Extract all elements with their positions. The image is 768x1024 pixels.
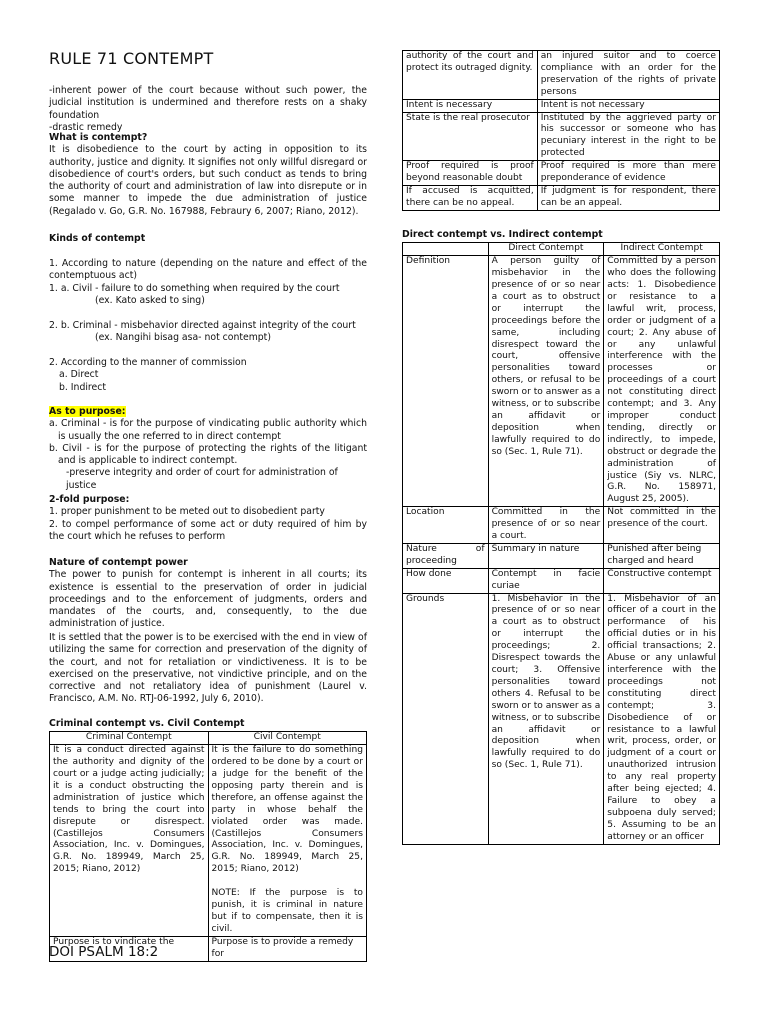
table-cell: Intent is necessary bbox=[403, 99, 538, 112]
list-item: 2. to compel performance of some act or duty required of him by the court which he refuses to perform bbox=[49, 518, 367, 542]
table-row bbox=[50, 745, 367, 937]
table-cell: Contempt in facie curiae bbox=[488, 568, 604, 593]
list-item: 2. b. Criminal - misbehavior directed against integrity of the court bbox=[49, 320, 356, 331]
nature-power-para2 bbox=[49, 632, 367, 706]
table-cell: authority of the court and protect its outraged dignity. bbox=[403, 51, 538, 100]
list-item-example: (ex. Nangihi bisag asa- not contempt) bbox=[95, 332, 271, 344]
table-row bbox=[403, 185, 720, 210]
section-heading: Nature of contempt power bbox=[49, 557, 188, 568]
table-row bbox=[403, 543, 720, 568]
table-row bbox=[403, 507, 720, 544]
table-title: Criminal contempt vs. Civil Contempt bbox=[49, 718, 245, 729]
table-cell: Proof required is more than mere preponderance of evidence bbox=[537, 161, 719, 186]
table-cell: Proof required is proof beyond reasonable doubt bbox=[403, 161, 538, 186]
table-cell: Punished after being charged and heard bbox=[604, 543, 720, 568]
list-item: 1. a. Civil - failure to do something when required by the court bbox=[49, 282, 340, 294]
table-header: Criminal Contempt bbox=[50, 732, 209, 745]
table-row bbox=[403, 51, 720, 100]
table-cell: If judgment is for respondent, there can be an appeal. bbox=[537, 185, 719, 210]
page-title: RULE 71 CONTEMPT bbox=[49, 49, 214, 68]
table-header: Direct Contempt bbox=[488, 243, 604, 256]
what-is-contempt-section bbox=[49, 132, 367, 218]
twofold-section bbox=[49, 494, 367, 543]
row-label: Definition bbox=[403, 256, 489, 507]
list-item: a. Criminal - is for the purpose of vindicating public authority which is usually the one referred to in direct contempt bbox=[49, 418, 367, 442]
cell-note: NOTE: If the purpose is to punish, it is criminal in nature but if to compensate, then it is civil. bbox=[211, 888, 363, 934]
table-row bbox=[403, 256, 720, 507]
purpose-section bbox=[49, 406, 367, 492]
table-row bbox=[403, 568, 720, 593]
criminal-civil-table-cont bbox=[402, 50, 720, 211]
intro-line: -drastic remedy bbox=[49, 121, 123, 133]
intro-line: -inherent power of the court because without such power, the judicial institution is undermined and therefore rests on a shaky foundation bbox=[49, 85, 367, 121]
direct-indirect-table bbox=[402, 242, 720, 844]
table-row bbox=[403, 112, 720, 161]
table-cell: an injured suitor and to coerce compliance with an order for the preservation of the rights of private persons bbox=[537, 51, 719, 100]
page-footer: DOI PSALM 18:2 bbox=[49, 944, 159, 960]
table-header-row bbox=[50, 732, 367, 745]
table-cell: Committed in the presence of or so near a court. bbox=[488, 507, 604, 544]
intro-block bbox=[49, 85, 367, 134]
table-title: Direct contempt vs. Indirect contempt bbox=[402, 229, 603, 240]
kinds-section bbox=[49, 233, 367, 245]
list-item: b. Civil - is for the purpose of protecting the rights of the litigant and is applicable to indirect contempt. bbox=[49, 442, 367, 467]
section-body: It is disobedience to the court by acting in opposition to its authority, justice and dignity. It signifies not only willful disregard or disobedience of court's orders, but such conduct as tends to bring the authority of court and administration of law into disrepute or in some manner to impede the due administration of justice (Regalado v. Go, G.R. No. 167988, Febraury 6, 2007; Riano, 2012). bbox=[49, 144, 367, 217]
section-body: The power to punish for contempt is inherent in all courts; its existence is essential to the preservation of order in judicial proceedings and to the enforcement of judgments, orders and mandates of the courts, and, consequently, to the due administration of justice. bbox=[49, 569, 367, 630]
nature-power-section bbox=[49, 557, 367, 631]
section-heading: 2-fold purpose: bbox=[49, 494, 130, 505]
table-cell bbox=[208, 745, 367, 937]
direct-indirect-table-block bbox=[402, 229, 720, 845]
table-cell: Committed by a person who does the following acts: 1. Disobedience or resistance to a lawful writ, process, order or judgment of a court; 2. Any abuse of or any unlawful interference with the processes or proceedings of a court not constituting direct contempt; and 3. Any improper conduct tending, directly or indirectly, to impede, obstruct or degrade the administration of justice (Siy vs. NLRC, G.R. No. 158971, August 25, 2005). bbox=[604, 256, 720, 507]
table-cell: Purpose is to vindicate the bbox=[50, 936, 209, 961]
list-item-example: (ex. Kato asked to sing) bbox=[95, 294, 205, 306]
table-cell: Purpose is to provide a remedy for bbox=[208, 936, 367, 961]
table-header-row bbox=[403, 243, 720, 256]
list-item: b. Indirect bbox=[59, 381, 107, 393]
criminal-civil-table-block bbox=[49, 718, 367, 962]
table-header bbox=[403, 243, 489, 256]
section-body: It is settled that the power is to be exercised with the end in view of utilizing the same for correction and preservation of the dignity of the court, and not for retaliation or vindictiveness. It is to be exercised on the preservative, not vindictive principle, and on the corrective and not retaliatory idea of punishment (Laurel v. Francisco, A.M. No. RTJ-06-1992, July 6, 2010). bbox=[49, 632, 367, 705]
table-header: Indirect Contempt bbox=[604, 243, 720, 256]
table-cell: Constructive contempt bbox=[604, 568, 720, 593]
table-row bbox=[403, 99, 720, 112]
table-cell: It is a conduct directed against the authority and dignity of the court or a judge acting judicially; it is a conduct obstructing the administration of justice which tends to bring the court into disrepute or disrespect.(Castillejos Consumers Association, Inc. v. Domingues, G.R. No. 189949, March 25, 2015; Riano, 2012) bbox=[50, 745, 209, 937]
table-cell: 1. Misbehavior in the presence of or so near a court as to obstruct or interrupt the proceedings; 2. Disrespect towards the court; 3. Offensive personalities toward others 4. Refusal to be sworn or to answer as a witness, or to subscribe an affidavit or deposition when lawfully required to do so (Sec. 1, Rule 71). bbox=[488, 593, 604, 844]
list-item: 2. According to the manner of commission bbox=[49, 357, 247, 368]
criminal-civil-table bbox=[49, 731, 367, 961]
list-item: 1. proper punishment to be meted out to disobedient party bbox=[49, 506, 325, 518]
table-cell: Summary in nature bbox=[488, 543, 604, 568]
table-cell: 1. Misbehavior of an officer of a court in the performance of his official duties or in his official transactions; 2. Abuse or any unlawful interference with the proceedings not constituting direct contempt; 3. Disobedience of or resistance to a lawful writ, process, order, or judgment of a court or unauthorized intrusion to any real property after being ejected; 4. Failure to obey a subpoena duly served; 5. Assuming to be an attorney or an officer bbox=[604, 593, 720, 844]
table-cell: If accused is acquitted, there can be no appeal. bbox=[403, 185, 538, 210]
criminal-civil-table-continued bbox=[402, 50, 720, 211]
table-cell: Instituted by the aggrieved party or his successor or someone who has pecuniary interest in the right to be protected bbox=[537, 112, 719, 161]
kinds-manner-block bbox=[49, 357, 367, 394]
list-item: 1. According to nature (depending on the nature and effect of the contemptuous act) bbox=[49, 258, 367, 282]
table-cell: Intent is not necessary bbox=[537, 99, 719, 112]
table-row bbox=[403, 161, 720, 186]
table-header: Civil Contempt bbox=[208, 732, 367, 745]
section-heading: Kinds of contempt bbox=[49, 233, 146, 244]
table-cell: A person guilty of misbehavior in the presence of or so near a court as to obstruct or interrupt the proceedings before the same, including disrespect toward the court, offensive personalities toward others, or refusal to be sworn or to answer as a witness, or to subscribe an affidavit or deposition when lawfully required to do so (Sec. 1, Rule 71). bbox=[488, 256, 604, 507]
list-item: a. Direct bbox=[59, 369, 99, 381]
kinds-criminal-block bbox=[49, 320, 367, 345]
table-cell: State is the real prosecutor bbox=[403, 112, 538, 161]
kinds-nature-block bbox=[49, 258, 367, 307]
row-label: Location bbox=[403, 507, 489, 544]
table-row bbox=[403, 593, 720, 844]
table-cell: Not committed in the presence of the court. bbox=[604, 507, 720, 544]
row-label: Nature of proceeding bbox=[403, 543, 489, 568]
highlighted-heading: As to purpose: bbox=[49, 406, 126, 417]
list-item-sub: -preserve integrity and order of court for administration of justice bbox=[66, 467, 338, 491]
row-label: How done bbox=[403, 568, 489, 593]
cell-paragraph: It is the failure to do something ordered to be done by a court or a judge for the benefit of the opposing party therein and is therefore, an offense against the party in whose behalf the violated order was made. (Castillejos Consumers Association, Inc. v. Domingues, G.R. No. 189949, March 25, 2015; Riano, 2012) bbox=[211, 745, 363, 875]
section-heading: What is contempt? bbox=[49, 132, 148, 143]
row-label: Grounds bbox=[403, 593, 489, 844]
